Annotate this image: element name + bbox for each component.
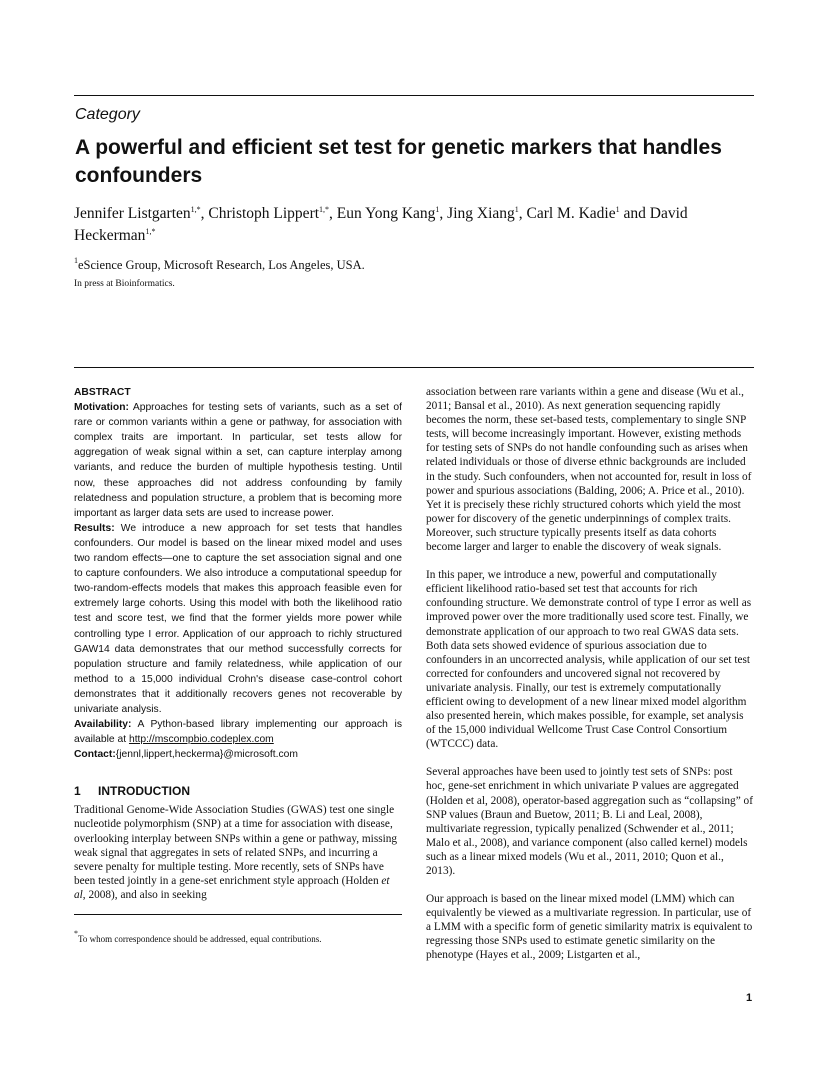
footnote-text: To whom correspondence should be addressed, equal contributions. — [78, 934, 322, 944]
footnote — [74, 929, 322, 944]
abstract-availability — [74, 717, 402, 747]
right-paragraph-4: Our approach is based on the linear mixed model (LMM) which can equivalently be viewed as a multivariate regression. In particular, use of a LMM with a specific form of genetic similarity matrix is equivalent to regressing those SNPs used to estimate genetic similarity on the phenotype (Hayes et al., 2009; Listgarten et al., — [426, 893, 753, 962]
motivation-text: Approaches for testing sets of variants, such as a set of rare or common variants within a gene or pathway, for association with complex traits are important. In particular, set tests allow for aggregation of weak signal within a set, can capture interplay among variants, and reduce the burden of multiple hypothesis testing. Until now, these approaches did not address confounding by family relatedness and population structure, a problem that is becoming more important as larger data sets are used to increase power. — [74, 402, 403, 519]
abstract-motivation — [74, 400, 402, 521]
affiliation — [74, 258, 365, 273]
abstract-results — [74, 521, 402, 717]
author-affiliation-superscript: 1,* — [190, 205, 201, 214]
intro-section-number: 1 — [74, 784, 81, 799]
right-paragraph-2: In this paper, we introduce a new, powerful and computationally efficient likelihood ratio-based set test that accounts for rich confounding structure. We demonstrate control of type I error as well as improved power over the more traditionally used score test. Finally, we demonstrate application of our approach to two real GWAS data sets. Both data sets showed evidence of spurious association due to confounders in an uncorrected analysis, while application of our set test corrected for confounders and uncovered signal not recovered by univariate analysis. Finally, our test is extremely computationally efficient owing to development of a new linear mixed model algorithm also presented herein, which makes possible, for example, set analysis of the 15,000 individual Wellcome Trust Case Control Consortium (WTCCC) data. — [426, 569, 752, 751]
header-bottom-rule — [74, 367, 754, 368]
affiliation-superscript: 1 — [74, 256, 78, 265]
contact-text: {jennl,lippert,heckerma}@microsoft.com — [115, 749, 298, 761]
author-list: Jennifer Listgarten$^{1,*}$, Christoph Lippert$^{1,*}$, Eun Yong Kang$^1$, Jing Xiang$^1$, Carl M. Kadie$^1$ and David Heckerman$^{1,*}$ — [74, 205, 688, 244]
press-note: In press at Bioinformatics. — [74, 279, 175, 289]
results-label: Results: — [74, 522, 115, 534]
affiliation-text: eScience Group, Microsoft Research, Los Angeles, USA. — [78, 258, 365, 272]
contact-label: Contact: — [74, 749, 116, 761]
abstract-heading: ABSTRACT — [74, 387, 131, 398]
top-rule — [74, 95, 754, 96]
author-affiliation-superscript: 1 — [435, 205, 440, 214]
footnote-rule — [74, 914, 402, 915]
results-text: We introduce a new approach for set tests that handles confounders. Our model is based on the linear mixed model and uses two random effects—one to capture the set association signal and one to capture confounders. We also introduce a computational speedup for two-random-effects models that makes this approach feasible even for extremely large cohorts. Using this model with both the likelihood ratio test and score test, we find that the former yields more power while controlling type I error. Application of our approach to richly structured GAW14 data demonstrates that our method successfully corrects for population structure and family relatedness, while application of our method to a 15,000 individual Crohn's disease case-control cohort demonstrates that it additionally recovers genes not recoverable by univariate analysis. — [74, 522, 402, 715]
availability-link[interactable]: http://mscompbio.codeplex.com — [128, 734, 274, 746]
footnote-marker: * — [74, 929, 78, 938]
right-paragraph-3: Several approaches have been used to jointly test sets of SNPs: post hoc, gene-set enrichment in which univariate P values are aggregated (Holden et al, 2008), operator-based aggregation such as “collapsing” of SNP values (Braun and Buetow, 2011; B. Li and Leal, 2008), multivariate regression, typically penalized (Schwender et al., 2011; Malo et al., 2008), and variance component (also called kernel) models such as a linear mixed models (Wu et al., 2011, 2010; Quon et al., 2013). — [426, 766, 753, 877]
page-number: 1 — [746, 992, 753, 1004]
author-affiliation-superscript: 1,* — [145, 227, 156, 236]
author-name: Jennifer Listgarten — [74, 205, 191, 222]
author-name: David Heckerman — [74, 205, 688, 244]
author-name: Jing Xiang — [447, 205, 515, 222]
author-affiliation-superscript: 1 — [514, 205, 519, 214]
category-label: Category — [75, 106, 140, 123]
availability-label: Availability: — [74, 719, 132, 731]
intro-paragraph-1: Traditional Genome-Wide Association Studies (GWAS) test one single nucleotide polymorphism (SNP) at a time for association with disease, overlooking interplay between SNPs within a gene or pathway, missing weak signal that aggregates in sets of related SNPs, and incurring a severe penalty for multiple testing. More recently, sets of SNPs have been tested jointly in a gene-set enrichment style approach (Holden et al, 2008), and also in seeking — [74, 804, 398, 901]
author-name: Eun Yong Kang — [336, 205, 436, 222]
availability-text: A Python-based library implementing our approach is available at — [74, 719, 402, 746]
motivation-label: Motivation: — [74, 402, 129, 414]
left-column — [74, 385, 402, 902]
intro-section-title: INTRODUCTION — [98, 784, 190, 799]
right-paragraph-1: association between rare variants within a gene and disease (Wu et al., 2011; Bansal et al., 2010). As next generation sequencing rapidly becomes the norm, these set-based tests, complementary to single SNP tests, will become increasingly important. However, existing methods for testing sets of SNPs do not handle confounding such as arises when related individuals or those of diverse ethnic backgrounds are included in the study. Such confounders, when not accounted for, result in loss of power and spurious associations (Balding, 2006; A. Price et al., 2010). Yet it is precisely these richly structured cohorts which yield the most power for discovery of the genetic underpinnings of complex traits. Moreover, such structure typically presents itself as data cohorts become larger and larger to enable the discovery of weak signals. — [426, 386, 752, 554]
author-name: Carl M. Kadie — [526, 205, 616, 222]
paper-title: A powerful and efficient set test for genetic markers that handles confounders — [75, 136, 722, 187]
right-column — [426, 385, 754, 977]
intro-heading — [74, 784, 402, 798]
abstract-contact — [74, 747, 402, 762]
author-affiliation-superscript: 1 — [615, 205, 620, 214]
author-affiliation-superscript: 1,* — [319, 205, 330, 214]
author-name: Christoph Lippert — [208, 205, 320, 222]
